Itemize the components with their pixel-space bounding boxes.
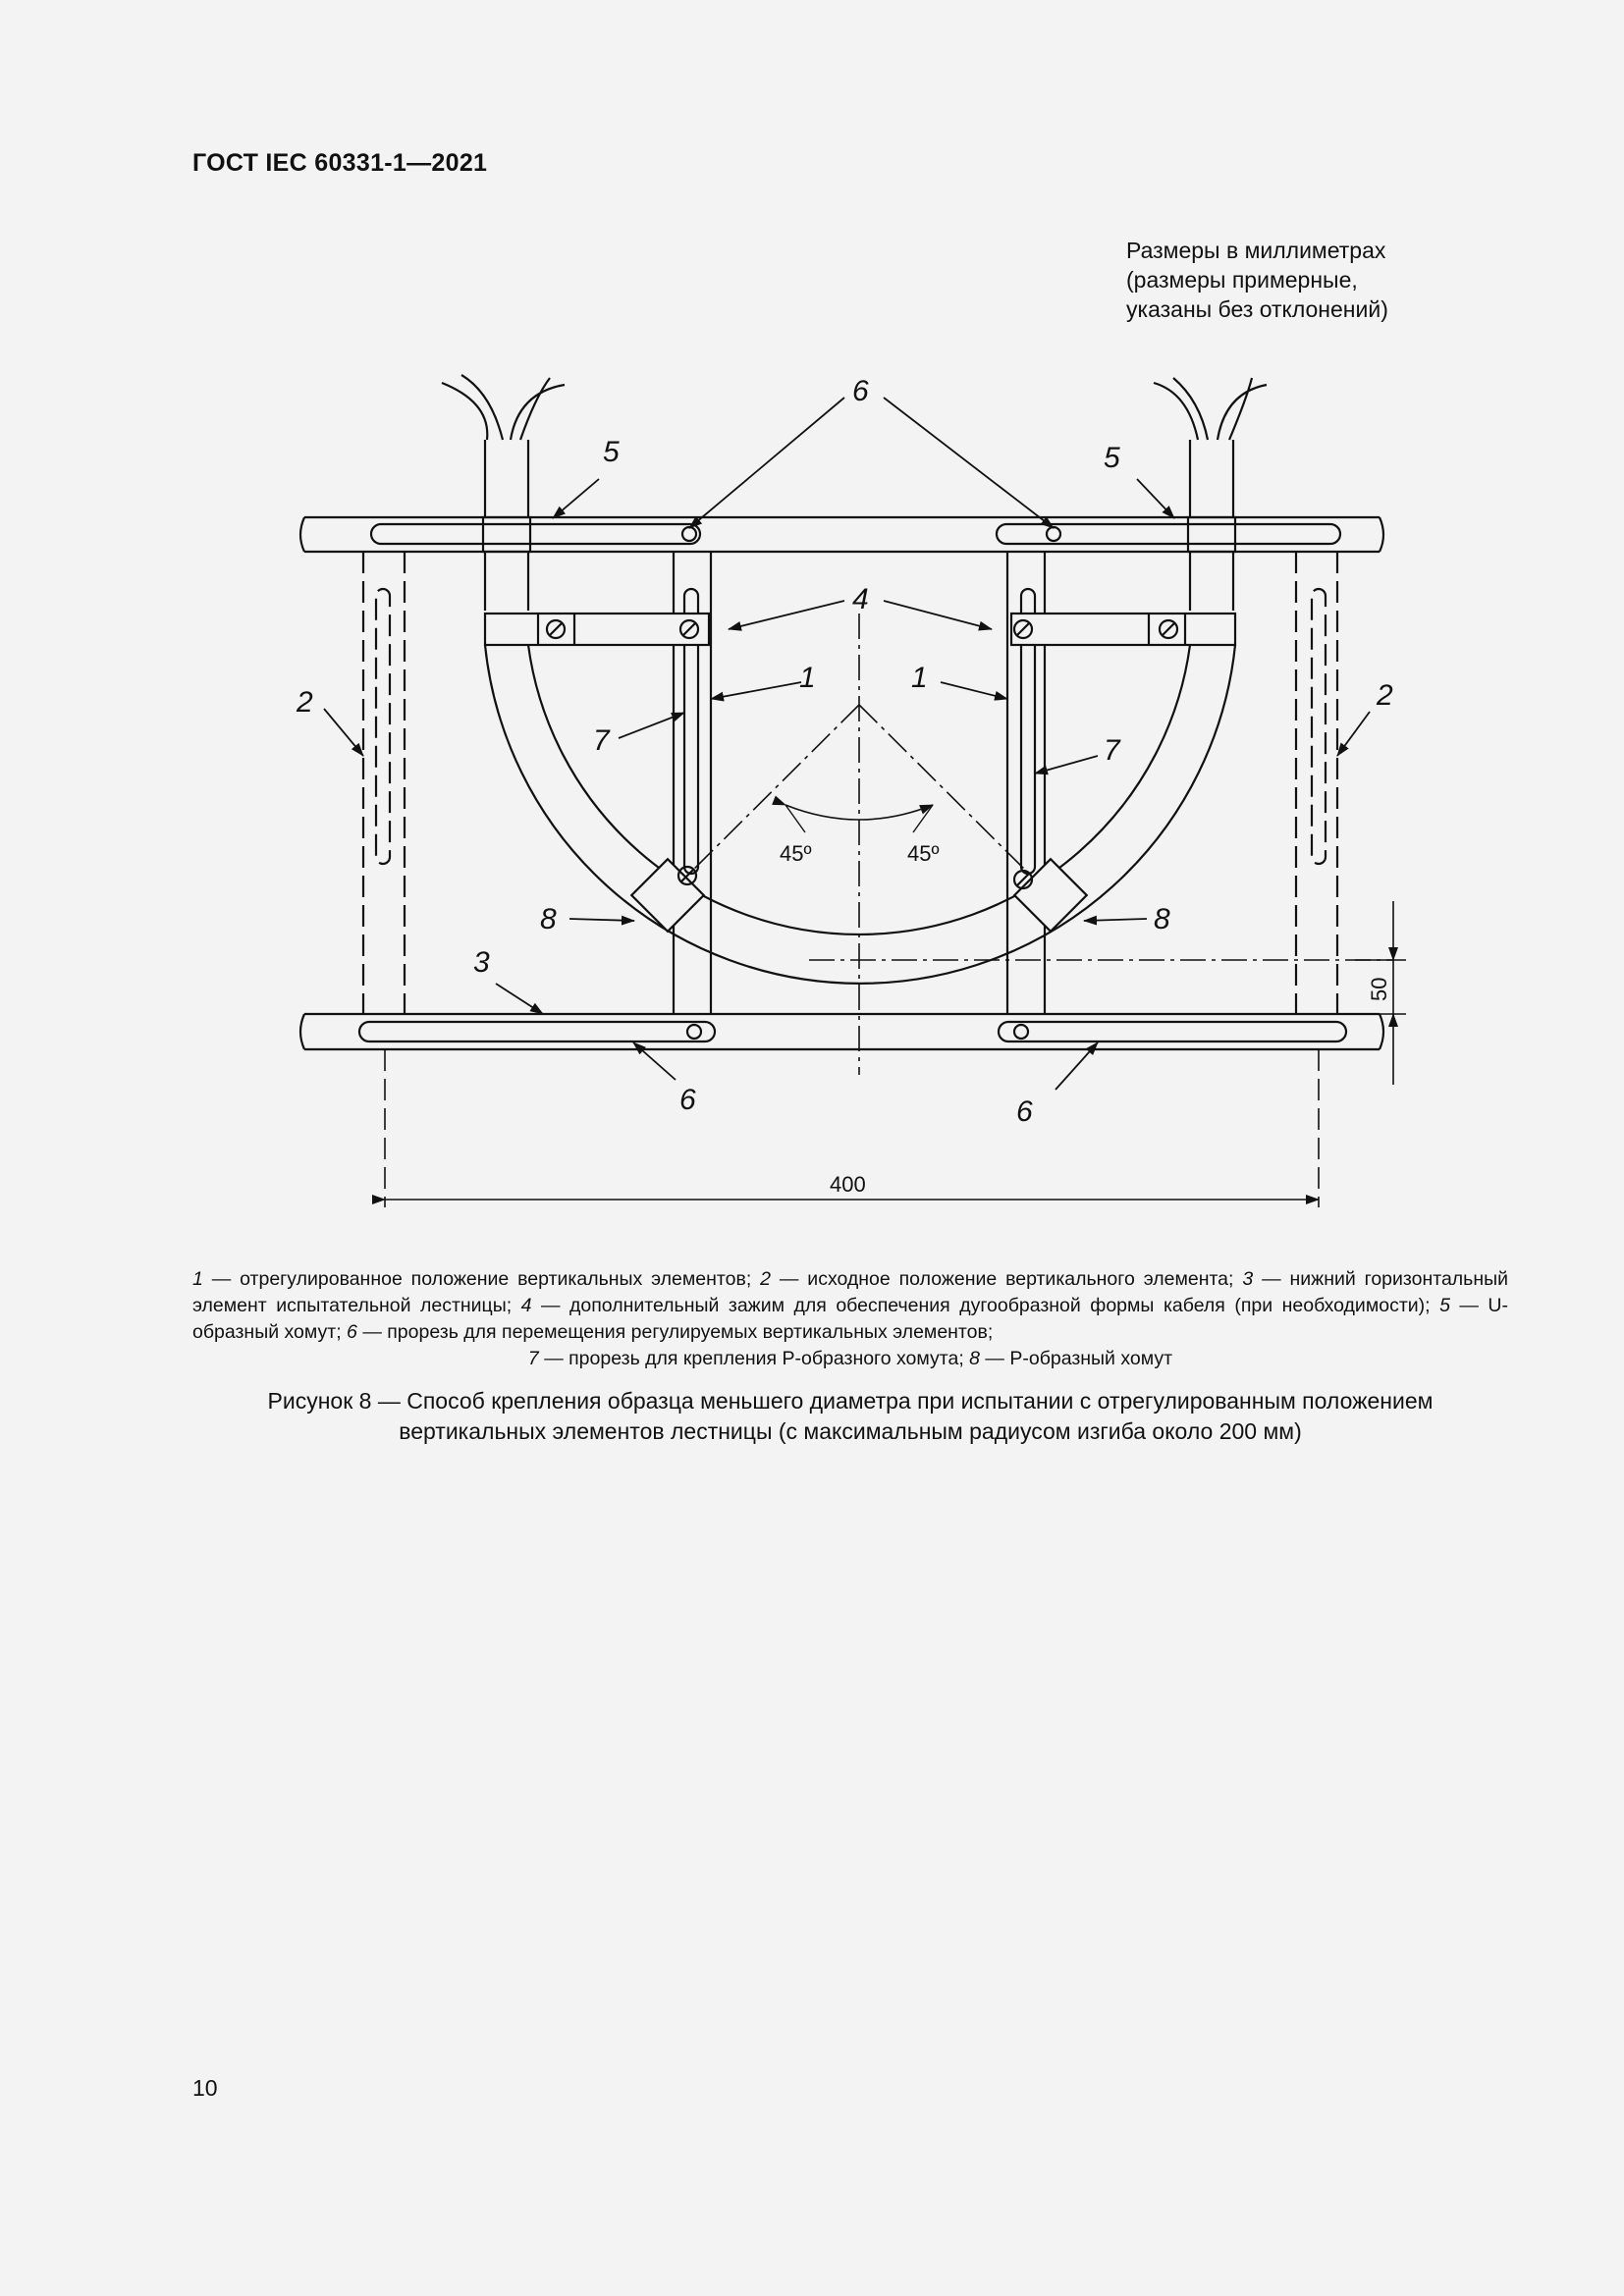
units-note-line: указаны без отклонений) xyxy=(1126,296,1388,322)
legend-text: — нижний горизонтальный элемент испытательной лестницы; xyxy=(192,1268,1509,1316)
angle-label-left: 45º xyxy=(780,841,812,866)
legend-number: 2 xyxy=(760,1268,772,1290)
legend-text: — U-образный хомут; xyxy=(192,1295,1508,1343)
extra-clamp-left xyxy=(485,614,709,645)
legend-number: 6 xyxy=(347,1321,357,1343)
legend-number: 5 xyxy=(1439,1295,1450,1316)
label-7-right: 7 xyxy=(1104,734,1120,767)
legend-number: 3 xyxy=(1242,1268,1254,1290)
legend-number: 8 xyxy=(969,1348,981,1369)
p-clamp-right xyxy=(1014,859,1087,932)
legend-text: — Р-образный хомут xyxy=(980,1348,1173,1369)
figure-legend xyxy=(192,1266,1508,1372)
cable-right xyxy=(1154,378,1267,611)
dimension-400-label: 400 xyxy=(830,1172,866,1197)
extra-clamp-right xyxy=(1011,614,1235,645)
label-1-left: 1 xyxy=(799,662,816,694)
label-5-right: 5 xyxy=(1104,442,1120,474)
page-number: 10 xyxy=(192,2075,218,2101)
legend-number: 4 xyxy=(520,1295,532,1316)
legend-number: 1 xyxy=(192,1268,203,1290)
dimension-50-label: 50 xyxy=(1367,977,1391,1001)
label-7-left: 7 xyxy=(593,724,610,757)
cable-arc xyxy=(485,645,1235,984)
legend-last-line xyxy=(192,1346,1508,1372)
label-2-right: 2 xyxy=(1377,679,1393,712)
label-3: 3 xyxy=(473,946,490,979)
label-8-left: 8 xyxy=(540,903,557,935)
document-header: ГОСТ IEC 60331-1—2021 xyxy=(192,149,488,177)
caption-line: вертикальных элементов лестницы (с максимальным радиусом изгиба около 200 мм) xyxy=(399,1418,1302,1444)
original-vertical-right xyxy=(1296,552,1337,1014)
top-horizontal-bar xyxy=(300,517,1383,552)
label-1-right: 1 xyxy=(911,662,928,694)
legend-number: 7 xyxy=(527,1348,539,1369)
label-6-bottom-left: 6 xyxy=(679,1084,696,1116)
legend-text: — прорезь для крепления Р-образного хомута; xyxy=(538,1348,970,1369)
label-4: 4 xyxy=(852,583,869,615)
original-vertical-left xyxy=(363,552,405,1014)
cable-left xyxy=(442,375,565,611)
caption-line: Рисунок 8 — Способ крепления образца меньшего диаметра при испытании с отрегулированным положением xyxy=(267,1388,1434,1414)
bottom-horizontal-bar xyxy=(300,1014,1383,1049)
label-5-left: 5 xyxy=(603,436,620,468)
units-note-line: (размеры примерные, xyxy=(1126,267,1358,293)
figure-caption xyxy=(192,1386,1508,1447)
angle-label-right: 45º xyxy=(907,841,940,866)
p-clamp-left xyxy=(631,859,704,932)
label-6-bottom-right: 6 xyxy=(1016,1095,1033,1128)
legend-text: — отрегулированное положение вертикальных элементов; xyxy=(202,1268,761,1290)
label-2-left: 2 xyxy=(297,686,313,719)
label-8-right: 8 xyxy=(1154,903,1170,935)
legend-text: — прорезь для перемещения регулируемых вертикальных элементов; xyxy=(356,1321,994,1343)
legend-text: — дополнительный зажим для обеспечения дугообразной формы кабеля (при необходимости); xyxy=(531,1295,1440,1316)
units-note-line: Размеры в миллиметрах xyxy=(1126,238,1386,263)
label-6-top: 6 xyxy=(852,375,869,407)
legend-text: — исходное положение вертикального элемента; xyxy=(771,1268,1243,1290)
